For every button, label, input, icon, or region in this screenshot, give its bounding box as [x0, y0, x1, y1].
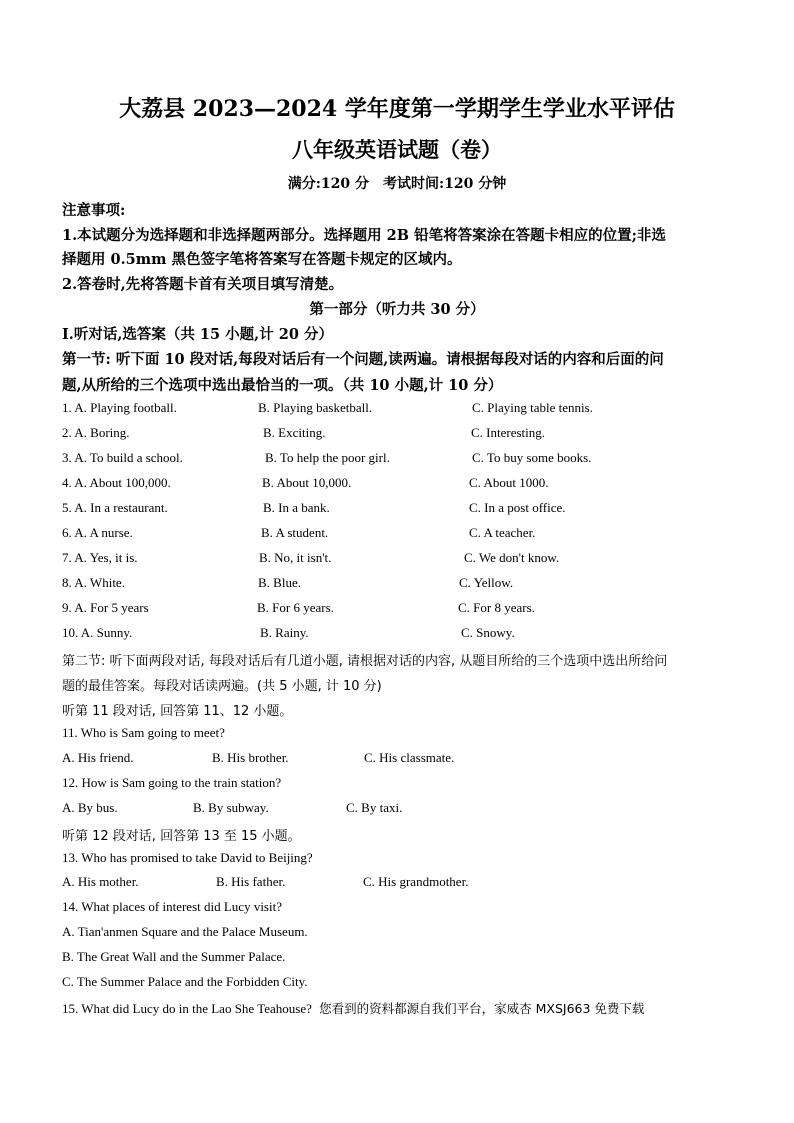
notes-item1-line2: 择题用 0.5mm 黑色签字笔将答案写在答题卡规定的区域内。: [62, 251, 462, 268]
q11-option-a: A. His friend.: [62, 750, 134, 765]
q2-option-b: B. Exciting.: [263, 425, 326, 440]
q7-option-b: B. No, it isn't.: [259, 550, 332, 565]
section2-instructions-line1: 第二节: 听下面两段对话, 每段对话后有几道小题, 请根据对话的内容, 从题目所给的三个选项中选出所给问: [62, 654, 668, 669]
q12-option-c: C. By taxi.: [346, 800, 403, 815]
q6-option-a: 6. A. A nurse.: [62, 525, 133, 540]
q4-option-b: B. About 10,000.: [262, 475, 352, 490]
q10-option-a: 10. A. Sunny.: [62, 625, 133, 640]
q13-stem: 13. Who has promised to take David to Beijing?: [62, 850, 313, 865]
notes-item2: 2.答卷时,先将答题卡首有关项目填写清楚。: [62, 276, 344, 293]
q14-stem: 14. What places of interest did Lucy visit?: [62, 899, 282, 914]
q9-option-b: B. For 6 years.: [257, 600, 334, 615]
q13-option-c: C. His grandmother.: [363, 874, 469, 889]
watermark-text: 您看到的资料都源自我们平台，家威杏 MXSJ663 免费下载: [319, 1001, 645, 1016]
q3-option-a: 3. A. To build a school.: [62, 450, 183, 465]
q5-option-b: B. In a bank.: [263, 500, 330, 515]
q10-option-b: B. Rainy.: [260, 625, 309, 640]
section1-instructions-line1: 第一节: 听下面 10 段对话,每段对话后有一个问题,读两遍。请根据每段对话的内容和后面的问: [62, 351, 664, 368]
q15-stem: 15. What did Lucy do in the Lao She Teahouse?: [62, 1001, 312, 1016]
q13-option-a: A. His mother.: [62, 874, 139, 889]
q8-option-b: B. Blue.: [258, 575, 301, 590]
q11-option-c: C. His classmate.: [364, 750, 455, 765]
notes-heading: 注意事项:: [62, 202, 126, 219]
q5-option-c: C. In a post office.: [469, 500, 566, 515]
section1-instructions-line2: 题,从所给的三个选项中选出最恰当的一项。（共 10 小题,计 10 分）: [62, 377, 503, 394]
q6-option-c: C. A teacher.: [469, 525, 536, 540]
q2-option-a: 2. A. Boring.: [62, 425, 130, 440]
q10-option-c: C. Snowy.: [461, 625, 515, 640]
q14-option-c: C. The Summer Palace and the Forbidden City.: [62, 974, 308, 989]
notes-item1-line1: 1.本试题分为选择题和非选择题两部分。选择题用 2B 铅笔将答案涂在答题卡相应的位置;非选: [62, 227, 666, 244]
q13-option-b: B. His father.: [216, 874, 286, 889]
q7-option-c: C. We don't know.: [464, 550, 560, 565]
q8-option-a: 8. A. White.: [62, 575, 125, 590]
q12-option-a: A. By bus.: [62, 800, 118, 815]
q11-option-b: B. His brother.: [212, 750, 289, 765]
exam-subtitle: 八年级英语试题（卷）: [292, 137, 502, 162]
section-title: I.听对话,选答案（共 15 小题,计 20 分）: [62, 326, 333, 343]
q4-option-c: C. About 1000.: [469, 475, 549, 490]
q1-option-a: 1. A. Playing football.: [62, 400, 177, 415]
q7-option-a: 7. A. Yes, it is.: [62, 550, 138, 565]
q3-option-c: C. To buy some books.: [472, 450, 592, 465]
q12-option-b: B. By subway.: [193, 800, 269, 815]
q4-option-a: 4. A. About 100,000.: [62, 475, 171, 490]
q6-option-b: B. A student.: [261, 525, 329, 540]
q1-option-c: C. Playing table tennis.: [472, 400, 593, 415]
q14-option-a: A. Tian'anmen Square and the Palace Museum.: [62, 924, 308, 939]
dialog12-instruction: 听第 12 段对话, 回答第 13 至 15 小题。: [62, 829, 301, 844]
q3-option-b: B. To help the poor girl.: [265, 450, 390, 465]
q8-option-c: C. Yellow.: [459, 575, 514, 590]
q11-stem: 11. Who is Sam going to meet?: [62, 725, 225, 740]
q14-option-b: B. The Great Wall and the Summer Palace.: [62, 949, 286, 964]
part1-heading: 第一部分（听力共 30 分）: [309, 301, 485, 318]
q9-option-c: C. For 8 years.: [458, 600, 535, 615]
q12-stem: 12. How is Sam going to the train station?: [62, 775, 282, 790]
exam-title: 大荔县 2023—2024 学年度第一学期学生学业水平评估: [119, 96, 675, 122]
q9-option-a: 9. A. For 5 years: [62, 600, 149, 615]
exam-meta: 满分:120 分 考试时间:120 分钟: [287, 176, 507, 192]
dialog11-instruction: 听第 11 段对话, 回答第 11、12 小题。: [62, 704, 293, 719]
q2-option-c: C. Interesting.: [471, 425, 546, 440]
q5-option-a: 5. A. In a restaurant.: [62, 500, 168, 515]
q15-line: [62, 999, 644, 1017]
q1-option-b: B. Playing basketball.: [258, 400, 373, 415]
section2-instructions-line2: 题的最佳答案。每段对话读两遍。(共 5 小题, 计 10 分): [62, 679, 382, 694]
